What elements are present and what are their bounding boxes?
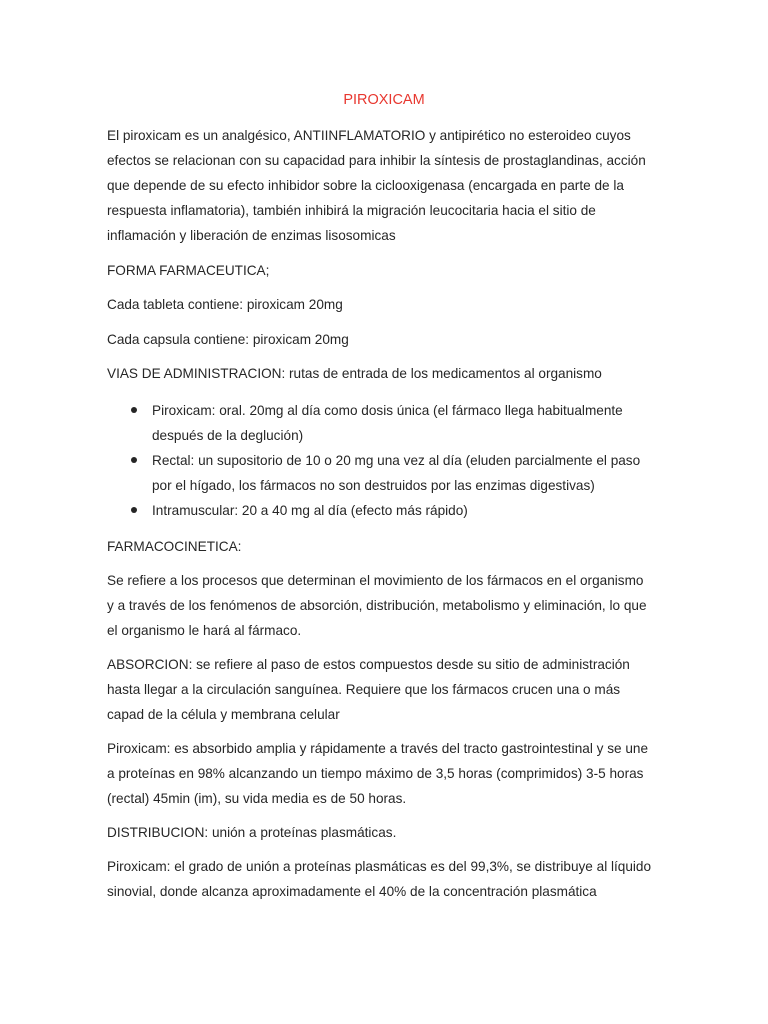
list-item	[107, 448, 667, 498]
text-line: capad de la célula y membrana celular	[107, 707, 340, 722]
text-line: hasta llegar a la circulación sanguínea. Requiere que los fármacos crucen una o más	[107, 682, 621, 697]
text-line: El piroxicam es un analgésico, ANTIINFLAMATORIO y antipirético no esteroideo cuyos	[107, 128, 631, 143]
text-line: por el hígado, los fármacos no son destruidos por las enzimas digestivas)	[152, 478, 595, 493]
distribucion-heading	[107, 820, 667, 845]
text-line: Piroxicam: el grado de unión a proteínas plasmáticas es del 99,3%, se distribuye al líquido	[107, 859, 652, 874]
text-line: VIAS DE ADMINISTRACION: rutas de entrada de los medicamentos al organismo	[107, 366, 602, 381]
text-line: (rectal) 45min (im), su vida media es de 50 horas.	[107, 791, 407, 806]
farmacocinetica-heading	[107, 534, 667, 559]
bullet-icon	[131, 407, 137, 413]
forma-heading	[107, 258, 667, 283]
piroxicam-absorcion-paragraph	[107, 736, 667, 811]
administration-list	[107, 398, 667, 523]
text-line: Intramuscular: 20 a 40 mg al día (efecto más rápido)	[152, 503, 468, 518]
bullet-icon	[131, 507, 137, 513]
text-line: Cada tableta contiene: piroxicam 20mg	[107, 297, 343, 312]
text-line: ABSORCION: se refiere al paso de estos compuestos desde su sitio de administración	[107, 657, 630, 672]
intro-paragraph	[107, 123, 667, 248]
text-line: a proteínas en 98% alcanzando un tiempo máximo de 3,5 horas (comprimidos) 3-5 horas	[107, 766, 644, 781]
text-line: Piroxicam: es absorbido amplia y rápidamente a través del tracto gastrointestinal y se une	[107, 741, 649, 756]
bullet-icon	[131, 457, 137, 463]
piroxicam-distribucion-paragraph	[107, 854, 667, 904]
text-line: DISTRIBUCION: unión a proteínas plasmáticas.	[107, 825, 397, 840]
list-item	[107, 498, 667, 523]
text-line: y a través de los fenómenos de absorción, distribución, metabolismo y eliminación, lo que	[107, 598, 647, 613]
vias-paragraph	[107, 361, 667, 386]
text-line: Piroxicam: oral. 20mg al día como dosis única (el fármaco llega habitualmente	[152, 403, 623, 418]
text-line: FARMACOCINETICA:	[107, 539, 242, 554]
text-line: Se refiere a los procesos que determinan el movimiento de los fármacos en el organismo	[107, 573, 644, 588]
text-line: sinovial, donde alcanza aproximadamente el 40% de la concentración plasmática	[107, 884, 597, 899]
list-item	[107, 398, 667, 448]
text-line: Rectal: un supositorio de 10 o 20 mg una vez al día (eluden parcialmente el paso	[152, 453, 641, 468]
absorcion-paragraph	[107, 652, 667, 727]
text-line: el organismo le hará al fármaco.	[107, 623, 302, 638]
text-line: inflamación y liberación de enzimas lisosomicas	[107, 228, 396, 243]
text-line: respuesta inflamatoria), también inhibirá la migración leucocitaria hacia el sitio de	[107, 203, 596, 218]
capsula-text	[107, 327, 667, 352]
document-title: PIROXICAM	[343, 92, 425, 108]
text-line: efectos se relacionan con su capacidad para inhibir la síntesis de prostaglandinas, acción	[107, 153, 646, 168]
text-line: Cada capsula contiene: piroxicam 20mg	[107, 332, 349, 347]
tableta-text	[107, 292, 667, 317]
text-line: que depende de su efecto inhibidor sobre la ciclooxigenasa (encargada en parte de la	[107, 178, 624, 193]
text-line: después de la deglución)	[152, 428, 304, 443]
farmacocinetica-paragraph	[107, 568, 667, 643]
text-line: FORMA FARMACEUTICA;	[107, 263, 270, 278]
